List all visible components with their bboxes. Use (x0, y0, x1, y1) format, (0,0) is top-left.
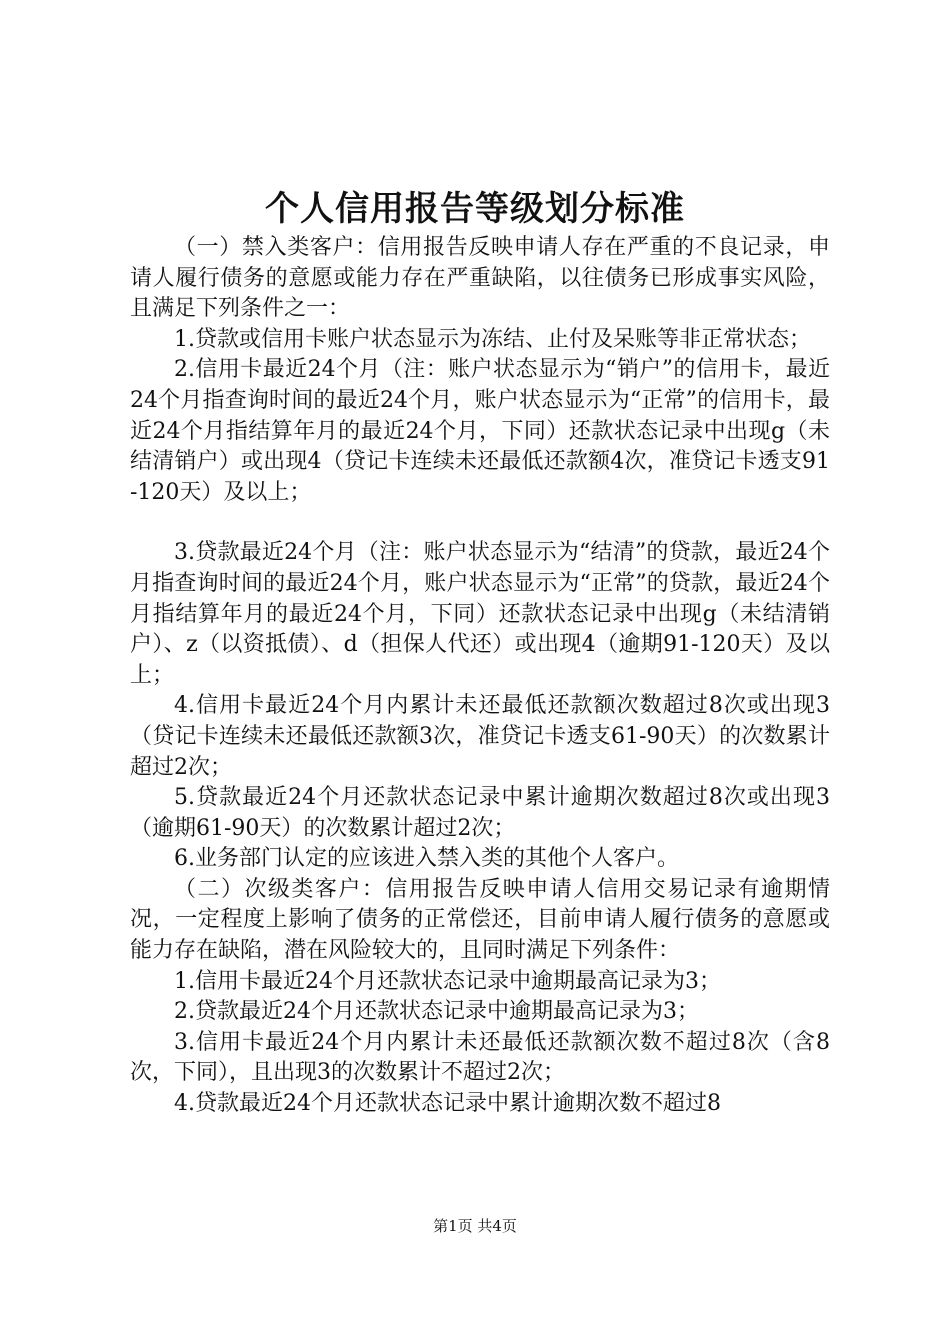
paragraph-item-2-1: 1.信用卡最近24个月还款状态记录中逾期最高记录为3； (174, 968, 721, 994)
paragraph-item-1-3: 3.贷款最近24个月（注：账户状态显示为“结清”的贷款，最近24个月指查询时间的最近24个月，账户状态显示为“正常”的贷款，最近24个月指结算年月的最近24个月，下同）还款状态记录中出现g（未结清销户）、z（以资抵债）、d（担保人代还）或出现4（逾期91-120天）及以上； (130, 540, 830, 688)
paragraph-item-1-5: 5.贷款最近24个月还款状态记录中累计逾期次数超过8次或出现3（逾期61-90天）的次数累计超过2次； (130, 785, 830, 841)
paragraph-section-2-intro: （二）次级类客户：信用报告反映申请人信用交易记录有逾期情况，一定程度上影响了债务的正常偿还，目前申请人履行债务的意愿或能力存在缺陷，潜在风险较大的，且同时满足下列条件： (130, 876, 830, 964)
document-title: 个人信用报告等级划分标准 (265, 189, 685, 229)
document-body (130, 233, 830, 1120)
paragraph-item-1-2: 2.信用卡最近24个月（注：账户状态显示为“销户”的信用卡，最近24个月指查询时间的最近24个月，账户状态显示为“正常”的信用卡，最近24个月指结算年月的最近24个月，下同）还款状态记录中出现g（未结清销户）或出现4（贷记卡连续未还最低还款额4次，准贷记卡透支91-120天）及以上； (130, 357, 830, 505)
paragraph-item-2-3: 3.信用卡最近24个月内累计未还最低还款额次数不超过8次（含8次，下同），且出现3的次数累计不超过2次； (130, 1029, 830, 1086)
paragraph-section-1-intro: （一）禁入类客户：信用报告反映申请人存在严重的不良记录，申请人履行债务的意愿或能力存在严重缺陷，以往债务已形成事实风险，且满足下列条件之一： (130, 235, 830, 322)
paragraph-item-1-4: 4.信用卡最近24个月内累计未还最低还款额次数超过8次或出现3（贷记卡连续未还最低还款额3次，准贷记卡透支61-90天）的次数累计超过2次； (130, 693, 830, 780)
paragraph-item-2-4: 4.贷款最近24个月还款状态记录中累计逾期次数不超过8 (174, 1091, 721, 1117)
paragraph-item-1-6: 6.业务部门认定的应该进入禁入类的其他个人客户。 (174, 846, 679, 872)
paragraph-item-2-2: 2.贷款最近24个月还款状态记录中逾期最高记录为3； (174, 999, 699, 1025)
paragraph-item-1-1: 1.贷款或信用卡账户状态显示为冻结、止付及呆账等非正常状态； (174, 326, 811, 352)
page-number-footer: 第1页 共4页 (433, 1217, 517, 1235)
